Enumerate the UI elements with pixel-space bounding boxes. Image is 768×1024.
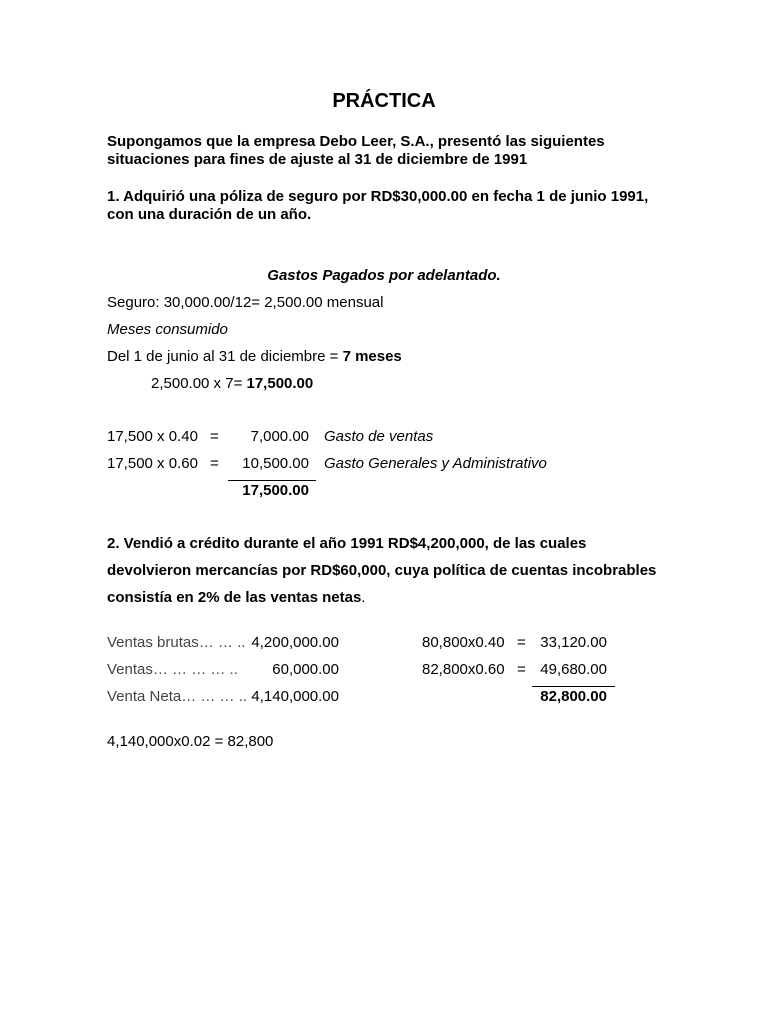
item2-line-1: 2. Vendió a crédito durante el año 1991 RD$4,200,000, de las cuales [107, 535, 587, 552]
intro-line-1: Supongamos que la empresa Debo Leer, S.A., presentó las siguientes [107, 133, 605, 150]
dist-row-2-eq: = [210, 455, 219, 472]
item1-line-2: con una duración de un año. [107, 206, 312, 223]
meses-label: Meses consumido [107, 321, 228, 338]
alloc-row-1-value: 33,120.00 [540, 634, 607, 651]
meses-value: 7 meses [342, 348, 402, 365]
dist-row-2-amount: 10,500.00 [242, 455, 309, 472]
sales-row-2-label: Ventas… … … … .. [107, 661, 238, 678]
dist-row-1-desc: Gasto de ventas [324, 428, 434, 445]
dist-row-2-desc: Gasto Generales y Administrativo [324, 455, 547, 472]
alloc-row-2-value: 49,680.00 [540, 661, 607, 678]
alloc-row-2-eq: = [517, 661, 526, 678]
dist-row-1-amount: 7,000.00 [250, 428, 309, 445]
intro-line-2: situaciones para fines de ajuste al 31 de diciembre de 1991 [107, 151, 528, 168]
alloc-row-1-expr: 80,800x0.40 [422, 634, 505, 651]
total-rule [228, 480, 316, 481]
calc-value: 17,500.00 [246, 375, 314, 392]
calc-line [151, 375, 313, 392]
calc-text: 2,500.00 x 7= [151, 375, 247, 392]
dist-row-2-expr: 17,500 x 0.60 [107, 455, 198, 472]
dist-total: 17,500.00 [242, 482, 309, 499]
sales-row-1-label: Ventas brutas… … .. [107, 634, 246, 651]
meses-text: Del 1 de junio al 31 de diciembre = [107, 348, 343, 365]
seguro-line: Seguro: 30,000.00/12= 2,500.00 mensual [107, 294, 384, 311]
sales-row-1-value: 4,200,000.00 [251, 634, 339, 651]
meses-line [107, 348, 402, 366]
formula-line: 4,140,000x0.02 = 82,800 [107, 733, 274, 750]
page-title: PRÁCTICA [332, 90, 436, 112]
alloc-total-rule [532, 686, 615, 687]
sales-row-3-value: 4,140,000.00 [251, 688, 339, 705]
item1-line-1: 1. Adquirió una póliza de seguro por RD$30,000.00 en fecha 1 de junio 1991, [107, 188, 649, 205]
alloc-total: 82,800.00 [540, 688, 607, 705]
dist-row-1-eq: = [210, 428, 219, 445]
alloc-row-1-eq: = [517, 634, 526, 651]
sales-row-2-value: 60,000.00 [272, 661, 339, 678]
item2-line-3-text: consistía en 2% de las ventas netas [107, 589, 362, 606]
item2-line-2: devolvieron mercancías por RD$60,000, cuya política de cuentas incobrables [107, 562, 657, 579]
section-heading: Gastos Pagados por adelantado. [267, 267, 501, 284]
item2-line-3 [107, 584, 365, 612]
alloc-row-2-expr: 82,800x0.60 [422, 661, 505, 678]
dist-row-1-expr: 17,500 x 0.40 [107, 428, 198, 445]
item2-line-3-period: . [361, 589, 366, 606]
sales-row-3-label: Venta Neta… … … .. [107, 688, 248, 705]
